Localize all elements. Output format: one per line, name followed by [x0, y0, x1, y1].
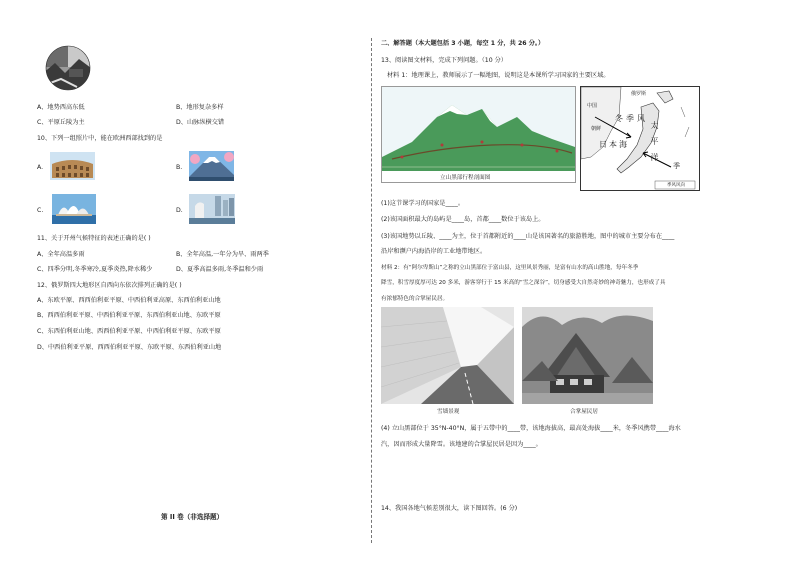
map-legend: 季风风向 [667, 183, 685, 188]
material2-line2: 降雪，积雪厚度厚可达 20 多米，游客穿行于 15 米高的“雪之深谷”，切身感受大自然奇妙的神奇魅力，也形成了具 [381, 280, 666, 286]
gassho-house-photo [522, 307, 653, 404]
q9-option-b: B、地形复杂多样 [176, 104, 224, 111]
section-title: 二、解答题（本大题包括 3 小题，每空 1 分，共 26 分。） [381, 40, 545, 47]
map-label-ocean: 太平洋 [650, 121, 659, 169]
q12-stem: 12、俄罗斯四大地形区自西向东依次排列正确的是( ) [37, 282, 182, 289]
snow-wall-photo [381, 307, 514, 404]
question-4-line2: 汽，因而形成大量降雪。该地建的合掌屋民居是因为____。 [381, 441, 542, 448]
q10-stem: 10、下列一组照片中，能在欧洲西部找到的是 [37, 135, 163, 142]
map-label-monsoon-tail: 季 [673, 162, 680, 170]
q11-option-a: A、全年高温多雨 [37, 251, 85, 258]
q10-option-b: B. [176, 164, 183, 171]
terrain-photo-collage [41, 45, 95, 91]
colosseum-photo [50, 152, 95, 180]
q12-option-d: D、中西伯利亚平原、西西伯利亚平原、东欧平原、东西伯利亚山地 [37, 344, 222, 351]
q9-option-a: A、地势西高东低 [37, 104, 85, 111]
q11-option-b: B、全年高温,一年分为旱、雨两季 [176, 251, 269, 258]
q11-option-c: C、四季分明,冬季寒冷,夏季炎热,降水稀少 [37, 266, 153, 273]
q14-stem: 14、我国各地气候差别很大，读下图回答。(6 分) [381, 505, 518, 512]
map-label-winter-monsoon: 冬季风 [615, 114, 648, 123]
photo2-caption: 合掌屋民居 [570, 409, 598, 415]
mount-fuji-photo [189, 151, 234, 181]
merlion-photo [189, 194, 235, 224]
sydney-opera-house-photo [52, 194, 96, 224]
question-1: (1)这节课学习的国家是____。 [381, 200, 465, 207]
q12-option-a: A、东欧平原、西西伯利亚平原、中西伯利亚高原、东西伯利亚山地 [37, 297, 221, 304]
q9-option-d: D、山脉纵横交错 [176, 119, 225, 126]
map-label-russia: 俄罗斯 [631, 91, 647, 97]
q10-option-c: C. [37, 207, 44, 214]
q10-option-d: D. [176, 207, 183, 214]
map-label-sea: 日本海 [599, 140, 629, 149]
q11-stem: 11、关于开州气候特征的表述正确的是( ) [37, 235, 151, 242]
q10-option-a: A. [37, 164, 44, 171]
q12-option-b: B、西西伯利亚平原、中西伯利亚平原、东西伯利亚山地、东欧平原 [37, 312, 221, 319]
column-divider [371, 38, 372, 543]
q9-option-c: C、平原丘陵为主 [37, 119, 85, 126]
figure1-caption: 立山黑部行程剖面图 [440, 175, 491, 181]
question-2: (2)该国面积最大的岛屿是____岛，首都____数位于该岛上。 [381, 216, 545, 223]
q13-stem: 13、阅读图文材料，完成下列问题。（10 分） [381, 57, 507, 64]
q11-option-d: D、夏季高温多雨,冬季温和少雨 [176, 266, 264, 273]
question-3-line2: 沿岸和濒户内海沿岸的工业地带地区。 [381, 248, 487, 255]
material1-text: 材料 1：地理课上，教师展示了一幅地图，说明这是本课所学习国家的主要区域。 [387, 72, 610, 79]
tateyama-kurobe-profile-diagram [381, 86, 576, 183]
japan-monsoon-map [580, 86, 700, 191]
material2-line3: 有浓郁特色的合掌屋民居。 [381, 296, 449, 302]
map-label-china: 中国 [587, 103, 598, 109]
map-label-korea: 朝鲜 [591, 126, 602, 132]
photo1-caption: 雪墙景观 [437, 409, 460, 415]
question-3-line1: (3)该国地势以丘陵、____为主，位于首都附近的____山是该国著名的旅游胜地，图中的城市主要分布在____ [381, 233, 675, 240]
question-4-line1: (4) 立山黑部位于 35°N-40°N，属于五带中的____带，该地海拔高，最高处海拔____米，冬季风携带____海水 [381, 425, 681, 432]
part2-title: 第 II 卷（非选择题） [161, 513, 224, 521]
q12-option-c: C、东西伯利亚山地、西西伯利亚平原、中西伯利亚平原、东欧平原 [37, 328, 221, 335]
material2-line1: 材料 2：有“阿尔卑斯山”之称的立山黑部位于富山县，这里风景秀丽，是富有山水的高山胜地，每年冬季 [381, 265, 639, 271]
